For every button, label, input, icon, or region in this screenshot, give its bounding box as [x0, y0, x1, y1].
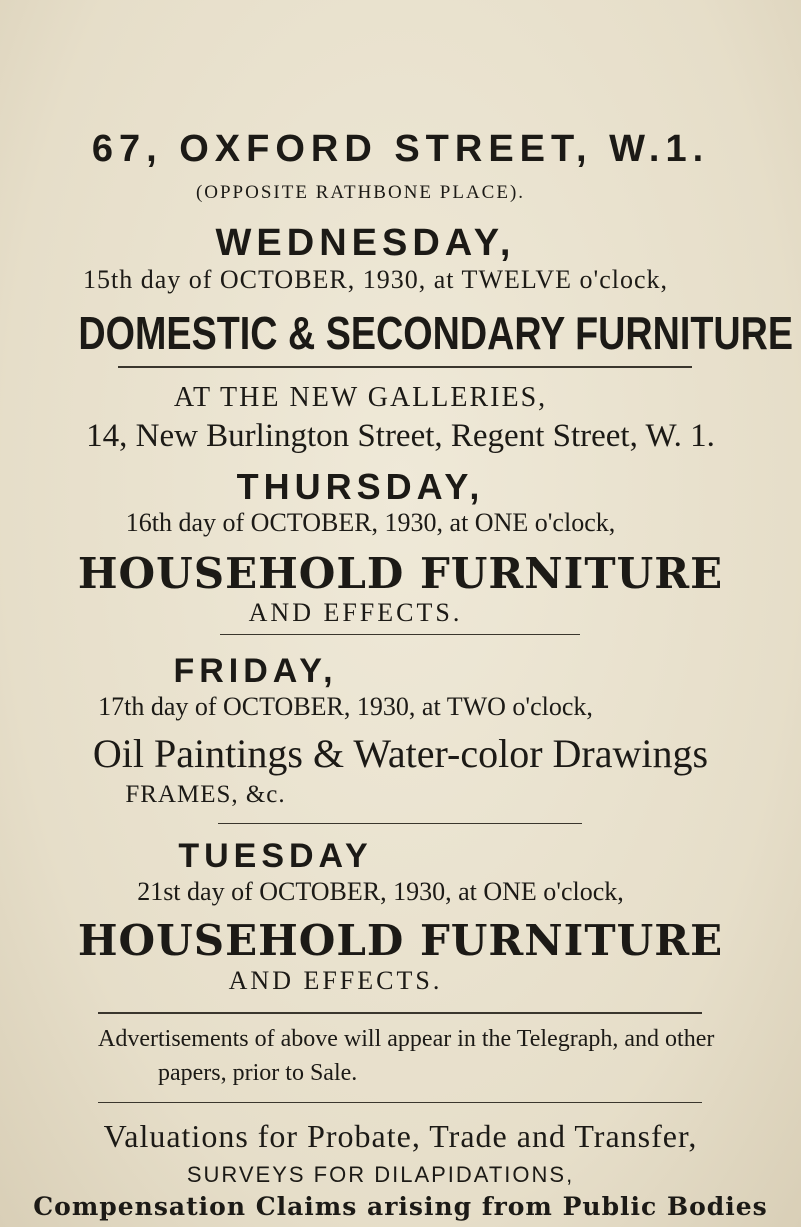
advertisements-note-line1: Advertisements of above will appear in the Telegraph, and other — [98, 1026, 715, 1052]
lot-subtitle-tuesday: AND EFFECTS. — [228, 966, 443, 995]
day-heading-friday: FRIDAY, — [173, 652, 338, 690]
divider — [98, 1102, 702, 1103]
lot-subtitle-friday: FRAMES, &c. — [125, 781, 286, 808]
address-heading: 67, OXFORD STREET, W.1. — [91, 128, 710, 170]
lot-title-wednesday-text: DOMESTIC & SECONDARY FURNITURE — [78, 307, 794, 359]
gallery-address: 14, New Burlington Street, Regent Street, W. 1. — [86, 418, 715, 454]
advertisements-note-line2: papers, prior to Sale. — [158, 1060, 358, 1086]
divider — [218, 823, 582, 824]
lot-title-thursday: HOUSEHOLD FURNITURE — [77, 549, 724, 598]
day-heading-wednesday: WEDNESDAY, — [215, 222, 516, 264]
compensation-line: Compensation Claims arising from Public Bodies — [33, 1192, 768, 1221]
day-heading-tuesday: TUESDAY — [178, 837, 373, 875]
divider — [98, 1012, 702, 1014]
lot-title-wednesday — [0, 306, 801, 360]
surveys-line: SURVEYS FOR DILAPIDATIONS, — [186, 1162, 575, 1187]
date-line-tuesday: 21st day of OCTOBER, 1930, at ONE o'clock, — [137, 877, 624, 906]
valuations-line: Valuations for Probate, Trade and Transfer, — [103, 1118, 698, 1154]
divider — [220, 634, 580, 635]
day-heading-thursday: THURSDAY, — [236, 466, 485, 507]
date-line-wednesday: 15th day of OCTOBER, 1930, at TWELVE o'clock, — [82, 265, 669, 294]
gallery-line: AT THE NEW GALLERIES, — [173, 382, 548, 413]
lot-title-tuesday: HOUSEHOLD FURNITURE — [77, 916, 724, 965]
divider — [118, 366, 692, 368]
lot-subtitle-thursday: AND EFFECTS. — [248, 598, 463, 627]
lot-title-friday: Oil Paintings & Water-color Drawings — [92, 731, 709, 776]
date-line-friday: 17th day of OCTOBER, 1930, at TWO o'clock, — [98, 692, 593, 721]
address-subheading: (OPPOSITE RATHBONE PLACE). — [195, 182, 526, 203]
date-line-thursday: 16th day of OCTOBER, 1930, at ONE o'clock, — [125, 508, 616, 537]
